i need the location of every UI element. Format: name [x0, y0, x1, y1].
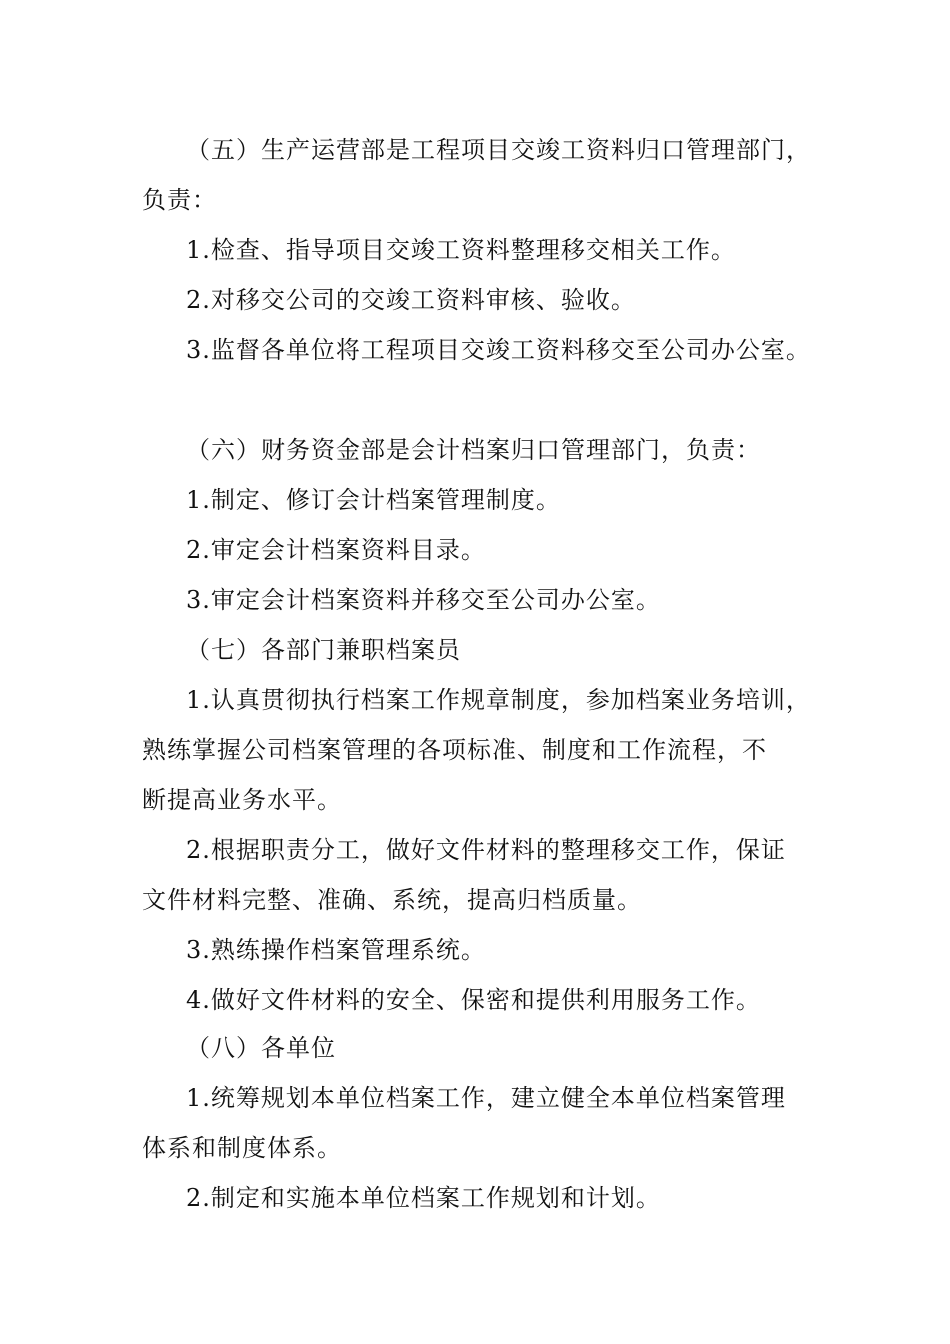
section-7-item-1-line-3: 断提高业务水平。 [142, 786, 342, 814]
section-5-heading-line-2: 负责： [142, 186, 217, 214]
section-8-heading: （八）各单位 [186, 1034, 336, 1062]
section-5-heading-line-1: （五）生产运营部是工程项目交竣工资料归口管理部门， [186, 136, 811, 164]
section-6-item-2: 2.审定会计档案资料目录。 [186, 536, 486, 564]
section-7-item-1-line-1: 1.认真贯彻执行档案工作规章制度，参加档案业务培训， [186, 686, 811, 714]
section-7-item-4: 4.做好文件材料的安全、保密和提供利用服务工作。 [186, 986, 761, 1014]
section-7-item-2-line-1: 2.根据职责分工，做好文件材料的整理移交工作，保证 [186, 836, 786, 864]
section-8-item-2: 2.制定和实施本单位档案工作规划和计划。 [186, 1184, 661, 1212]
section-8-item-1-line-1: 1.统筹规划本单位档案工作，建立健全本单位档案管理 [186, 1084, 786, 1112]
section-6-item-1: 1.制定、修订会计档案管理制度。 [186, 486, 561, 514]
section-7-item-2-line-2: 文件材料完整、准确、系统，提高归档质量。 [142, 886, 642, 914]
section-6-heading: （六）财务资金部是会计档案归口管理部门，负责： [186, 436, 761, 464]
section-7-heading: （七）各部门兼职档案员 [186, 636, 461, 664]
section-5-item-2: 2.对移交公司的交竣工资料审核、验收。 [186, 286, 636, 314]
section-7-item-3: 3.熟练操作档案管理系统。 [186, 936, 486, 964]
section-8-item-1-line-2: 体系和制度体系。 [142, 1134, 342, 1162]
section-6-item-3: 3.审定会计档案资料并移交至公司办公室。 [186, 586, 661, 614]
section-5-item-3: 3.监督各单位将工程项目交竣工资料移交至公司办公室。 [186, 336, 811, 364]
section-7-item-1-line-2: 熟练掌握公司档案管理的各项标准、制度和工作流程，不 [142, 736, 767, 764]
section-5-item-1: 1.检查、指导项目交竣工资料整理移交相关工作。 [186, 236, 736, 264]
